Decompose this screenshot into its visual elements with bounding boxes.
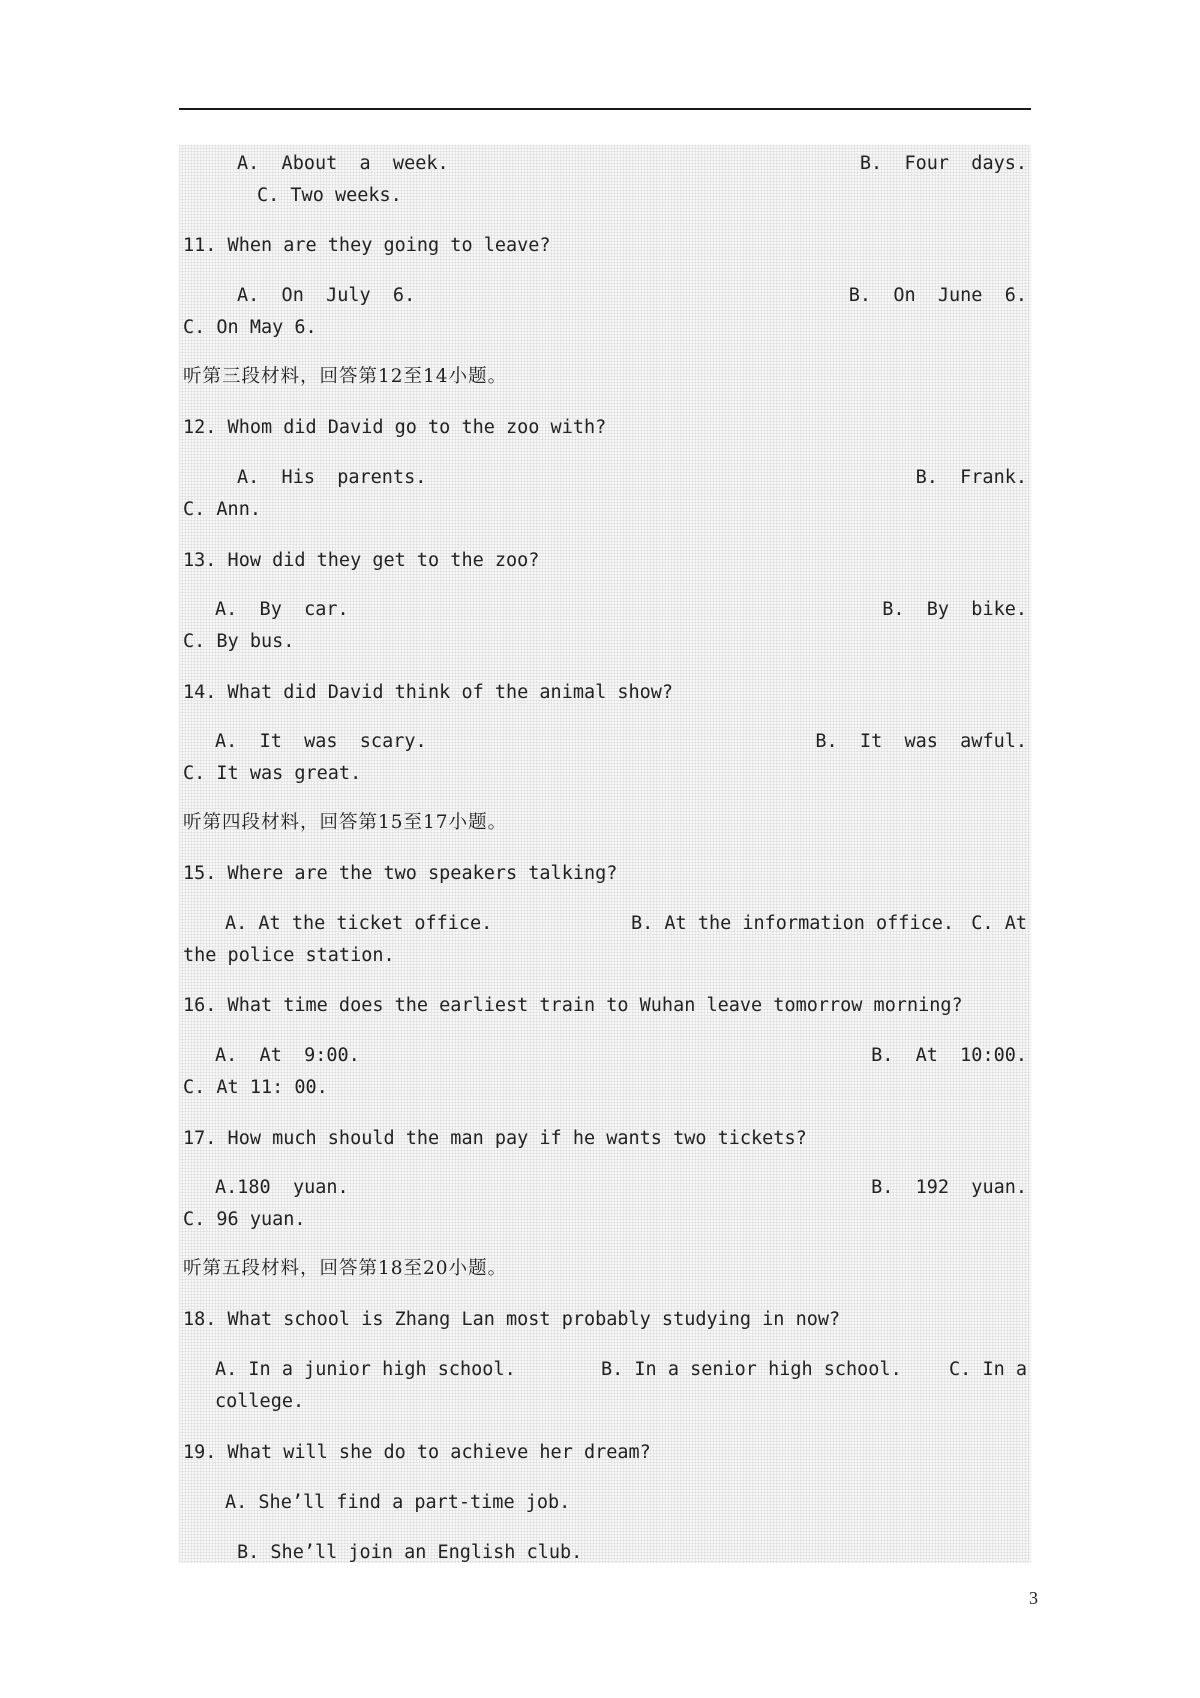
q10-option-c: C. Two weeks.	[257, 185, 402, 206]
q18-option-c-continued: college.	[215, 1391, 305, 1412]
q11-options-row	[237, 284, 1027, 308]
q11-question: 11. When are they going to leave?	[183, 235, 551, 256]
q18-option-c: C. In a	[949, 1359, 1027, 1380]
q15-options-row	[225, 912, 1027, 936]
q12-option-b: B. Frank.	[915, 467, 1027, 488]
section-3-instruction: 听第三段材料，回答第12至14小题。	[183, 366, 508, 387]
q19-option-b: B. She’ll join an English club.	[237, 1542, 583, 1563]
q13-options-row	[215, 598, 1027, 622]
q18-option-b: B. In a senior high school.	[601, 1359, 902, 1380]
q10-options-row	[237, 152, 1027, 176]
q13-option-a: A. By car.	[215, 599, 349, 620]
q11-option-b: B. On June 6.	[848, 285, 1027, 306]
q15-option-c: C. At	[971, 913, 1027, 934]
section-5-instruction: 听第五段材料，回答第18至20小题。	[183, 1258, 508, 1279]
q10-option-b: B. Four days.	[859, 153, 1027, 174]
q10-option-a: A. About a week.	[237, 153, 449, 174]
q14-question: 14. What did David think of the animal show?	[183, 682, 674, 703]
header-rule	[179, 108, 1031, 110]
q13-option-b: B. By bike.	[882, 599, 1027, 620]
q17-option-a: A.180 yuan.	[215, 1177, 349, 1198]
q15-option-a: A. At the ticket office.	[225, 913, 493, 934]
q16-option-a: A. At 9:00.	[215, 1045, 360, 1066]
q12-option-a: A. His parents.	[237, 467, 427, 488]
page-content	[179, 145, 1031, 1563]
q16-option-b: B. At 10:00.	[871, 1045, 1027, 1066]
q15-option-c-continued: the police station.	[183, 945, 395, 966]
q13-option-c: C. By bus.	[183, 631, 295, 652]
q17-question: 17. How much should the man pay if he wants two tickets?	[183, 1128, 807, 1149]
q16-option-c: C. At 11: 00.	[183, 1077, 328, 1098]
q17-option-c: C. 96 yuan.	[183, 1209, 306, 1230]
q18-option-a: A. In a junior high school.	[215, 1359, 516, 1380]
q13-question: 13. How did they get to the zoo?	[183, 550, 540, 571]
q12-question: 12. Whom did David go to the zoo with?	[183, 417, 607, 438]
q14-options-row	[215, 730, 1027, 754]
q14-option-c: C. It was great.	[183, 763, 362, 784]
q16-question: 16. What time does the earliest train to Wuhan leave tomorrow morning?	[183, 995, 963, 1016]
q11-option-a: A. On July 6.	[237, 285, 416, 306]
q11-option-c: C. On May 6.	[183, 317, 317, 338]
q14-option-b: B. It was awful.	[815, 731, 1027, 752]
q17-option-b: B. 192 yuan.	[871, 1177, 1027, 1198]
q14-option-a: A. It was scary.	[215, 731, 427, 752]
q12-option-c: C. Ann.	[183, 499, 261, 520]
q15-option-b: B. At the information office.	[631, 913, 955, 934]
q15-question: 15. Where are the two speakers talking?	[183, 863, 618, 884]
q18-question: 18. What school is Zhang Lan most probably studying in now?	[183, 1309, 841, 1330]
q12-options-row	[237, 466, 1027, 490]
q19-question: 19. What will she do to achieve her dream?	[183, 1442, 651, 1463]
q18-options-row	[215, 1358, 1027, 1382]
q19-option-a: A. She’ll find a part-time job.	[225, 1492, 571, 1513]
q17-options-row	[215, 1176, 1027, 1200]
page-number: 3	[1029, 1588, 1038, 1608]
q16-options-row	[215, 1044, 1027, 1068]
section-4-instruction: 听第四段材料，回答第15至17小题。	[183, 812, 508, 833]
